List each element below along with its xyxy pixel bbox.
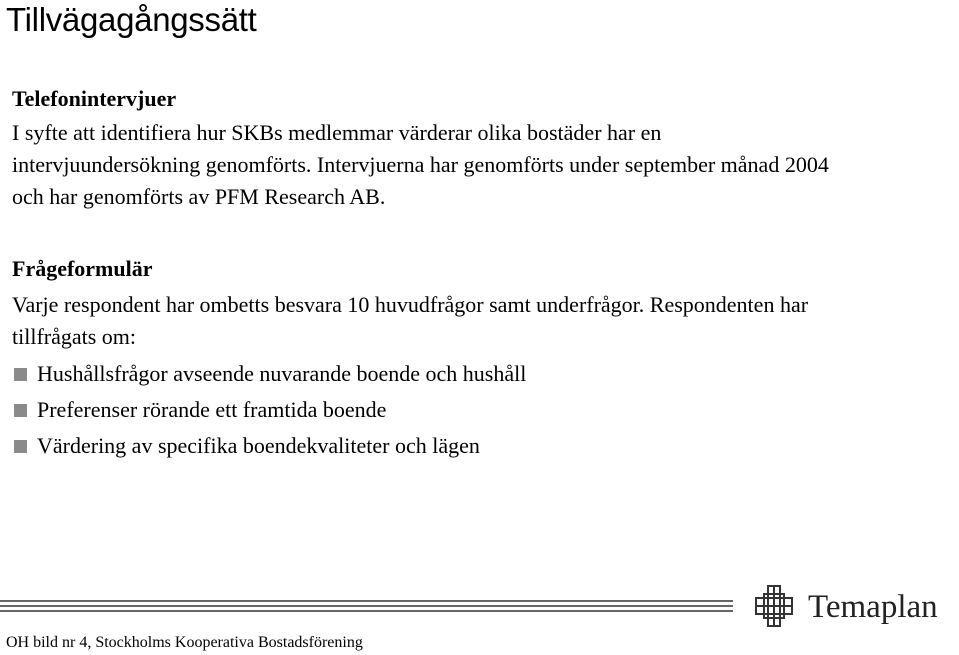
footer-divider xyxy=(0,600,733,615)
section-heading-frageformular: Frågeformulär xyxy=(12,256,153,281)
logo-wordmark: Temaplan xyxy=(808,589,938,625)
bullet-list xyxy=(14,356,526,464)
bullet-item xyxy=(14,428,526,464)
square-bullet-icon xyxy=(14,368,27,381)
square-bullet-icon xyxy=(14,440,27,453)
bullet-item xyxy=(14,356,526,392)
paragraph-line: och har genomförts av PFM Research AB. xyxy=(12,184,386,209)
paragraph-line: Varje respondent har ombetts besvara 10 huvudfrågor samt underfrågor. Respondenten har xyxy=(12,292,809,317)
square-bullet-icon xyxy=(14,404,27,417)
slide-title: Tillvägagångssätt xyxy=(6,1,257,38)
footer-caption: OH bild nr 4, Stockholms Kooperativa Bostadsförening xyxy=(6,634,363,651)
bullet-text: Värdering av specifika boendekvaliteter och lägen xyxy=(37,433,480,458)
section-heading-telefonintervjuer: Telefonintervjuer xyxy=(12,86,177,111)
bullet-item xyxy=(14,392,526,428)
paragraph-line: I syfte att identifiera hur SKBs medlemmar värderar olika bostäder har en xyxy=(12,120,662,145)
paragraph-line: intervjuundersökning genomförts. Intervjuerna har genomförts under september månad 2004 xyxy=(12,152,829,177)
bullet-text: Hushållsfrågor avseende nuvarande boende och hushåll xyxy=(37,361,527,386)
bullet-text: Preferenser rörande ett framtida boende xyxy=(37,397,387,422)
section-paragraph-telefonintervjuer xyxy=(12,117,829,213)
paragraph-line: tillfrågats om: xyxy=(12,324,137,349)
section-paragraph-frageformular xyxy=(12,289,808,353)
